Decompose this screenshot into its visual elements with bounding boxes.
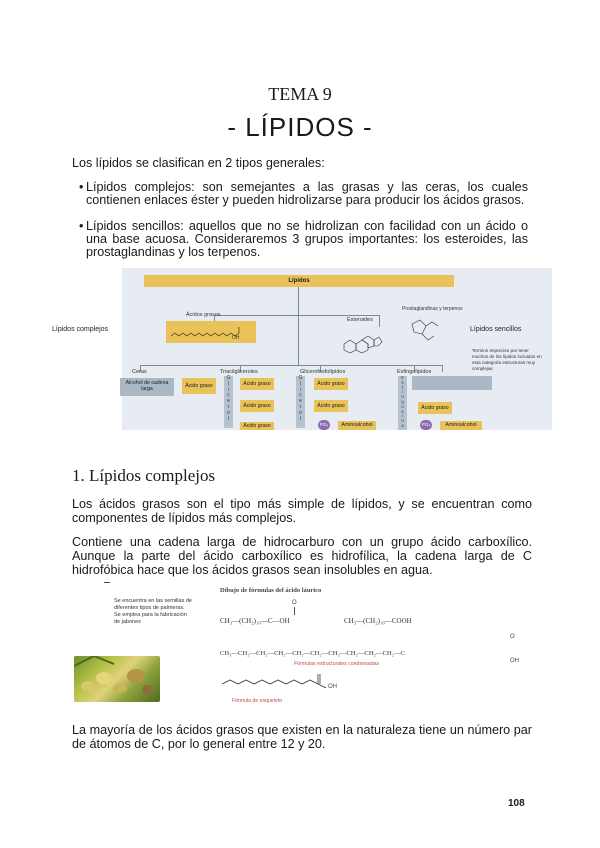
- bullet-dot: •: [79, 180, 84, 194]
- fatty-acids-label: Ácidos grasos: [186, 312, 221, 318]
- carbonyl-o-label: O: [292, 600, 297, 606]
- skeletal-formula-icon: [220, 670, 350, 696]
- paragraph-fatty-acids: Los ácidos grasos son el tipo más simple de lípidos, y se encuentran como componentes de lípidos más complejos.: [72, 497, 532, 525]
- figure-dash: [104, 582, 110, 583]
- root-box: Lípidos: [144, 275, 454, 287]
- connector: [298, 315, 299, 365]
- sphingosine-column: E s f i n g o s i n a: [398, 376, 407, 430]
- long-chain-alcohol-box: Alcohol de cadena larga: [120, 378, 174, 396]
- lauric-acid-figure: [104, 582, 534, 712]
- prostaglandins-label: Prostaglandinas y terpenos: [402, 306, 463, 312]
- paragraph-even-carbons: La mayoría de los ácidos grasos que existen en la naturaleza tiene un número par de átomos de C, por lo general entre 12 y 20.: [72, 723, 532, 751]
- intro-paragraph: Los lípidos se clasifican en 2 tipos generales:: [72, 156, 325, 170]
- formula-2: CH₃—(CH₂)₁₀—COOH: [344, 617, 412, 625]
- bullet-complex-lipids: [79, 180, 528, 208]
- connector: [140, 365, 442, 366]
- formula-3-o-label: O: [510, 634, 515, 640]
- tag-fatty-acid-box-1: Ácido graso: [240, 378, 274, 390]
- connector: [442, 365, 443, 372]
- category-glycerophospholipids: Glicerofosfolípidos: [300, 369, 346, 375]
- simple-lipids-note: Termino impreciso por tener muchos de los lípidos incluidos en esta categoría estructuras muy complejas: [472, 348, 542, 371]
- complex-lipids-label: Lípidos complejos: [52, 326, 109, 333]
- formula-1: CH₃—(CH₂)₁₀—C—OH: [220, 617, 290, 625]
- skeletal-label: Fórmula de esqueleto: [232, 698, 283, 704]
- paragraph-structure: Contiene una cadena larga de hidrocarburo con un grupo ácido carboxílico. Aunque la parte del ácido carboxílico es hidrofílica, la cadena larga de C hidrofóbica hace que los ácidos grasos sean insolubles en agua.: [72, 535, 532, 577]
- palm-seeds-image: [74, 656, 160, 702]
- zigzag-chain-icon: [166, 321, 256, 343]
- oh-label: OH: [232, 335, 240, 341]
- phosphate-circle-2: PO₄: [420, 420, 432, 430]
- simple-lipids-label: Lípidos sencillos: [470, 326, 522, 333]
- wax-fatty-acid-box: Ácido graso: [182, 378, 216, 394]
- bullet-text: Lípidos sencillos: aquellos que no se hidrolizan con facilidad con un ácido o una base acuosa. Consideraremos 3 grupos importantes: los esteroides, las prostaglandinas y los terpenos.: [86, 219, 528, 260]
- sphingosine-extension-box: [412, 376, 492, 390]
- condensed-label: Fórmulas estructurales condensadas: [294, 661, 380, 667]
- formula-3-oh-label: OH: [510, 658, 519, 664]
- category-waxes: Ceras: [132, 369, 147, 375]
- bullet-simple-lipids: [79, 219, 528, 260]
- gpl-aminoalcohol-box: Aminoalcohol: [338, 421, 376, 430]
- category-triacylglycerols: Triacilgliceroles: [220, 369, 258, 375]
- formula-3: CH₃—CH₂—CH₂—CH₂—CH₂—CH₂—CH₂—CH₂—CH₂—CH₂—C: [220, 650, 405, 657]
- palm-caption: Se encuentra en las semillas de diferentes tipos de palmeras. Se emplea para la fabricación de jabones: [114, 598, 192, 625]
- tag-fatty-acid-box-3: Ácido graso: [240, 422, 274, 430]
- gpl-fatty-acid-box-1: Ácido graso: [314, 378, 348, 390]
- tag-fatty-acid-box-2: Ácido graso: [240, 400, 274, 412]
- prostaglandin-structure-icon: [404, 314, 444, 348]
- double-bond-line: [294, 607, 295, 615]
- topic-heading: TEMA 9: [268, 84, 332, 104]
- page-title: - LÍPIDOS -: [227, 112, 373, 142]
- figure-title: Dibujo de fórmulas del ácido láurico: [220, 587, 322, 594]
- lipid-classification-diagram: [52, 268, 549, 430]
- category-sphingolipids: Esfingolípidos: [397, 369, 432, 375]
- bullet-text: Lípidos complejos: son semejantes a las grasas y las ceras, los cuales contienen enlaces éster y pueden hidrolizarse para producir los ácidos grasos.: [86, 180, 528, 208]
- sph-aminoalcohol-box: Aminoalcohol: [440, 421, 482, 430]
- gpl-fatty-acid-box-2: Ácido graso: [314, 400, 348, 412]
- connector: [298, 287, 299, 315]
- section-heading-complex-lipids: 1. Lípidos complejos: [72, 466, 216, 485]
- sph-fatty-acid-box: Ácido graso: [418, 402, 452, 414]
- steroid-structure-icon: [342, 326, 384, 354]
- fatty-acid-chain-box: [166, 321, 256, 343]
- steroids-label: Esteroides: [347, 317, 373, 323]
- glycerol-column-2: G l i c e r o l: [296, 376, 305, 428]
- glycerol-column: G l i c e r o l: [224, 376, 233, 428]
- connector: [214, 315, 379, 316]
- palm-seeds-photo: [74, 656, 160, 702]
- skeletal-oh-label: OH: [328, 684, 337, 690]
- page-number: 108: [508, 798, 525, 809]
- phosphate-circle: PO₄: [318, 420, 330, 430]
- bullet-dot: •: [79, 219, 84, 233]
